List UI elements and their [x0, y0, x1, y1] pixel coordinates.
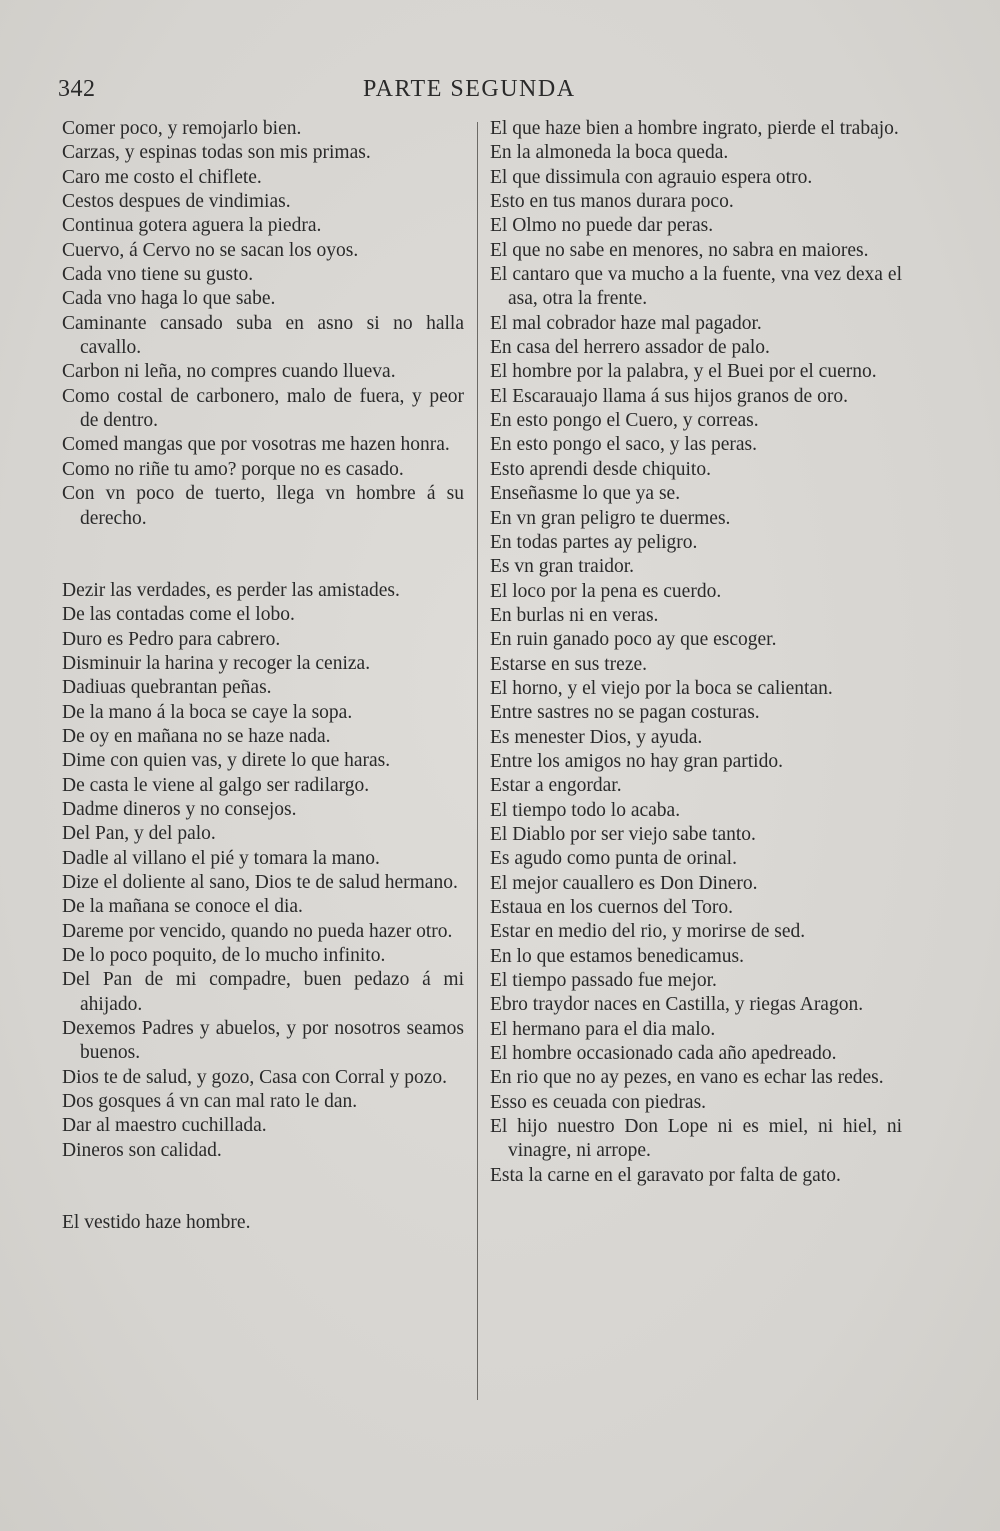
proverb-entry: Con vn poco de tuerto, llega vn hombre á su derecho.	[62, 483, 464, 529]
proverb-entry: El cantaro que va mucho a la fuente, vna vez dexa el asa, otra la frente.	[490, 264, 902, 310]
proverb-entry: Cada vno haga lo que sabe.	[62, 288, 276, 310]
proverb-entry: Cestos despues de vindimias.	[62, 191, 291, 213]
proverb-entry: De oy en mañana no se haze nada.	[62, 725, 331, 747]
proverb-entry: En casa del herrero assador de palo.	[490, 337, 770, 359]
proverb-entry: Carbon ni leña, no compres cuando llueva.	[62, 361, 396, 383]
proverb-entry: Es vn gran traidor.	[490, 556, 635, 578]
proverb-entry: El hombre por la palabra, y el Buei por el cuerno.	[490, 361, 877, 383]
proverb-entry: El hermano para el dia malo.	[490, 1018, 716, 1040]
proverb-entry: Dime con quien vas, y direte lo que haras.	[62, 750, 391, 772]
proverb-entry: Esto en tus manos durara poco.	[490, 191, 734, 213]
proverb-entry: Como costal de carbonero, malo de fuera, y peor de dentro.	[62, 385, 464, 432]
proverb-entry: De la mañana se conoce el dia.	[62, 896, 303, 918]
proverb-entry: Dos gosques á vn can mal rato le dan.	[62, 1091, 358, 1113]
proverb-entry: Es menester Dios, y ayuda.	[490, 726, 703, 748]
proverb-entry: Continua gotera aguera la piedra.	[62, 215, 322, 237]
proverb-entry: Caminante cansado suba en asno si no halla cavallo.	[62, 312, 464, 359]
proverb-entry: Estarse en sus treze.	[490, 653, 648, 675]
proverb-entry: De las contadas come el lobo.	[62, 604, 295, 626]
proverb-entry: El Diablo por ser viejo sabe tanto.	[490, 823, 756, 845]
proverb-entry: De la mano á la boca se caye la sopa.	[62, 701, 353, 723]
proverb-entry: En lo que estamos benedicamus.	[490, 945, 744, 967]
page-header	[58, 76, 928, 108]
proverb-entry: Dareme por vencido, quando no pueda hazer otro.	[62, 920, 453, 942]
page-number: 342	[58, 76, 96, 102]
proverb-entry: El tiempo todo lo acaba.	[490, 799, 681, 821]
proverb-entry: En ruin ganado poco ay que escoger.	[490, 629, 777, 651]
proverb-entry: Dios te de salud, y gozo, Casa con Corral y pozo.	[62, 1066, 448, 1088]
proverb-entry: En todas partes ay peligro.	[490, 531, 698, 553]
proverb-entry: Ebro traydor naces en Castilla, y riegas Aragon.	[490, 994, 864, 1016]
proverb-entry: El loco por la pena es cuerdo.	[490, 580, 722, 602]
proverb-entry: Esso es ceuada con piedras.	[490, 1091, 707, 1113]
proverb-entry: Caro me costo el chiflete.	[62, 166, 262, 188]
proverb-entry: Esto aprendi desde chiquito.	[490, 458, 711, 480]
proverb-entry: El hijo nuestro Don Lope ni es miel, ni hiel, ni vinagre, ni arrope.	[490, 1116, 902, 1162]
proverb-entry: Dineros son calidad.	[62, 1139, 222, 1161]
proverb-entry: Del Pan, y del palo.	[62, 823, 216, 845]
proverb-entry: Cuervo, á Cervo no se sacan los oyos.	[62, 239, 359, 261]
proverb-entry: Como no riñe tu amo? porque no es casado.	[62, 458, 404, 480]
proverb-entry: Enseñasme lo que ya se.	[490, 483, 681, 505]
proverb-entry: Entre los amigos no hay gran partido.	[490, 750, 783, 772]
proverb-section-d	[62, 579, 464, 1163]
proverb-entry: El mal cobrador haze mal pagador.	[490, 312, 762, 334]
proverb-entry: Comer poco, y remojarlo bien.	[62, 118, 302, 139]
left-column	[62, 117, 464, 1235]
proverb-entry: El que haze bien a hombre ingrato, pierde el trabajo.	[490, 118, 899, 139]
proverb-entry: Carzas, y espinas todas son mis primas.	[62, 142, 371, 164]
proverb-entry: En vn gran peligro te duermes.	[490, 507, 731, 529]
proverb-entry: Dezir las verdades, es perder las amistades.	[62, 579, 400, 601]
proverb-entry: Dexemos Padres y abuelos, y por nosotros seamos buenos.	[62, 1018, 464, 1064]
proverb-entry: Estar a engordar.	[490, 775, 622, 797]
proverb-entry: De casta le viene al galgo ser radilargo.	[62, 774, 370, 796]
proverb-entry: Disminuir la harina y recoger la ceniza.	[62, 652, 371, 674]
proverb-entry: El vestido haze hombre.	[62, 1212, 251, 1234]
proverb-entry: Dadme dineros y no consejos.	[62, 798, 297, 820]
proverb-entry: El Escarauajo llama á sus hijos granos de oro.	[490, 385, 848, 407]
running-title: PARTE SEGUNDA	[363, 76, 576, 102]
proverb-section-c	[62, 117, 464, 531]
proverb-entry: Del Pan de mi compadre, buen pedazo á mi ahijado.	[62, 969, 464, 1015]
proverb-entry: En burlas ni en veras.	[490, 604, 659, 626]
proverb-entry: Es agudo como punta de orinal.	[490, 848, 737, 870]
proverb-entry: Dadiuas quebrantan peñas.	[62, 677, 272, 699]
proverb-entry: De lo poco poquito, de lo mucho infinito.	[62, 945, 386, 966]
proverb-entry: Duro es Pedro para cabrero.	[62, 628, 281, 650]
proverb-entry: El que no sabe en menores, no sabra en maiores.	[490, 239, 869, 261]
proverb-entry: Esta la carne en el garavato por falta de gato.	[490, 1164, 841, 1186]
proverb-entry: En esto pongo el saco, y las peras.	[490, 434, 757, 456]
proverb-entry: Dize el doliente al sano, Dios te de salud hermano.	[62, 871, 458, 893]
section-break	[62, 531, 464, 579]
proverb-entry: El que dissimula con agrauio espera otro.	[490, 166, 813, 188]
proverb-entry: En esto pongo el Cuero, y correas.	[490, 410, 759, 432]
proverb-entry: Dar al maestro cuchillada.	[62, 1115, 267, 1137]
proverb-entry: Estaua en los cuernos del Toro.	[490, 897, 734, 918]
proverb-entry: El mejor cauallero es Don Dinero.	[490, 872, 758, 894]
proverb-entry: Dadle al villano el pié y tomara la mano.	[62, 847, 380, 869]
column-divider	[477, 122, 478, 1400]
proverb-entry: El tiempo passado fue mejor.	[490, 970, 717, 992]
proverb-entry: En la almoneda la boca queda.	[490, 142, 729, 164]
proverb-entry: En rio que no ay pezes, en vano es echar las redes.	[490, 1067, 884, 1089]
proverb-entry: El hombre occasionado cada año apedreado.	[490, 1043, 837, 1065]
proverb-entry: Comed mangas que por vosotras me hazen honra.	[62, 434, 450, 456]
right-column	[490, 117, 902, 1188]
section-break	[62, 1163, 464, 1211]
proverb-entry: El horno, y el viejo por la boca se calientan.	[490, 677, 833, 699]
proverb-entry: Estar en medio del rio, y morirse de sed.	[490, 921, 806, 943]
proverb-entry: El Olmo no puede dar peras.	[490, 215, 714, 237]
proverb-entry: Cada vno tiene su gusto.	[62, 264, 254, 286]
proverb-entry: Entre sastres no se pagan costuras.	[490, 702, 760, 724]
proverb-section-e	[62, 1211, 464, 1235]
